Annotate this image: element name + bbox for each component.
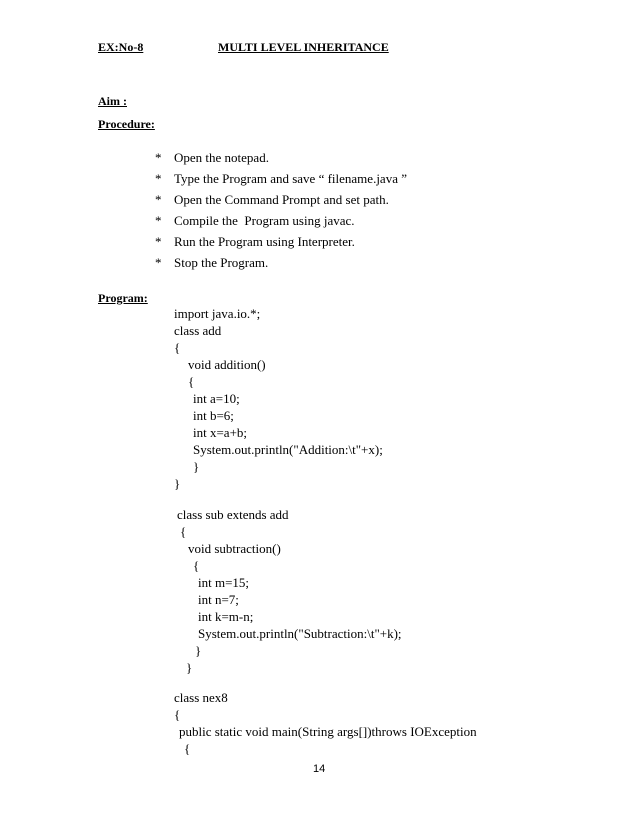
code-line: { — [180, 524, 187, 539]
page-title: MULTI LEVEL INHERITANCE — [218, 40, 389, 54]
code-line: System.out.println("Subtraction:\t"+k); — [198, 626, 402, 641]
program-heading: Program: — [98, 291, 148, 305]
aim-heading: Aim : — [98, 94, 127, 108]
code-line: int x=a+b; — [193, 425, 248, 440]
procedure-heading: Procedure: — [98, 117, 155, 131]
bullet-marker: * — [155, 150, 162, 165]
bullet-marker: * — [155, 171, 162, 186]
code-line: int a=10; — [193, 391, 240, 406]
code-line: System.out.println("Addition:\t"+x); — [193, 442, 383, 457]
bullet-marker: * — [155, 234, 162, 249]
code-line: } — [186, 660, 193, 675]
code-line: { — [174, 340, 181, 355]
code-line: void addition() — [188, 357, 266, 372]
code-line: } — [174, 476, 181, 491]
code-line: class add — [174, 323, 222, 338]
procedure-step: Compile the Program using javac. — [174, 213, 355, 228]
code-line: { — [184, 741, 191, 756]
procedure-step: Stop the Program. — [174, 255, 269, 270]
procedure-step: Type the Program and save “ filename.java ” — [174, 171, 407, 186]
procedure-step: Run the Program using Interpreter. — [174, 234, 355, 249]
bullet-marker: * — [155, 213, 162, 228]
code-line: } — [195, 643, 202, 658]
code-line: int n=7; — [198, 592, 239, 607]
code-line: { — [188, 374, 195, 389]
procedure-step: Open the notepad. — [174, 150, 269, 165]
code-line: { — [193, 558, 200, 573]
code-line: int b=6; — [193, 408, 234, 423]
procedure-step: Open the Command Prompt and set path. — [174, 192, 389, 207]
code-line: class sub extends add — [177, 507, 289, 522]
page-number: 14 — [313, 763, 326, 775]
code-line: int k=m-n; — [198, 609, 254, 624]
code-line: } — [193, 459, 200, 474]
code-line: import java.io.*; — [174, 306, 261, 321]
bullet-marker: * — [155, 192, 162, 207]
code-line: public static void main(String args[])throws IOException — [179, 724, 477, 739]
code-line: class nex8 — [174, 690, 228, 705]
bullet-marker: * — [155, 255, 162, 270]
code-line: int m=15; — [198, 575, 250, 590]
code-line: { — [174, 707, 181, 722]
exercise-number: EX:No-8 — [98, 40, 144, 54]
code-line: void subtraction() — [188, 541, 281, 556]
